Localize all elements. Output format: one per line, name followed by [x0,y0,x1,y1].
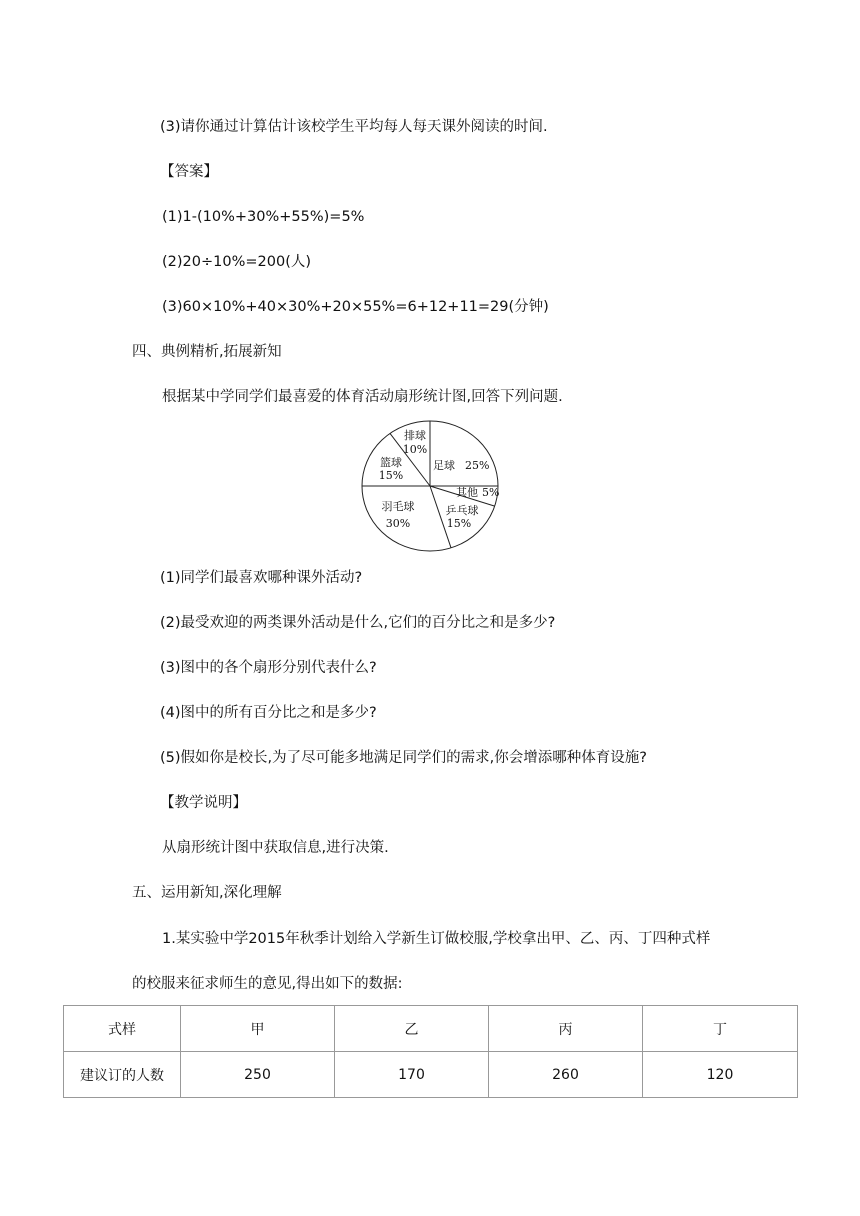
table-cell: 乙 [335,1006,489,1052]
answer-3: (3)60×10%+40×30%+20×55%=6+12+11=29(分钟) [162,299,549,315]
pie-pct-lanqiu: 15% [378,469,404,482]
problem-5: (5)假如你是校长,为了尽可能多地满足同学们的需求,你会增添哪种体育设施? [160,750,647,766]
problem-1: (1)同学们最喜欢哪种课外活动? [160,570,363,586]
pie-label-pingpang: 乒乓球 [445,504,479,517]
pie-label-lanqiu: 篮球 [380,456,402,469]
pie-label-zuqiu: 足球 [433,459,455,472]
table-header-row [64,1006,798,1052]
pie-pct-qita: 5% [482,486,500,499]
answer-heading: 【答案】 [160,164,218,180]
table-cell: 丁 [643,1006,798,1052]
pie-label-qita: 其他 [456,486,478,499]
exercise-1-line-1: 1.某实验中学2015年秋季计划给入学新生订做校服,学校拿出甲、乙、丙、丁四种式样 [162,931,711,947]
problem-3: (3)图中的各个扇形分别代表什么? [160,660,377,676]
teaching-note-heading: 【教学说明】 [160,795,247,811]
example-intro: 根据某中学同学们最喜爱的体育活动扇形统计图,回答下列问题. [162,389,563,405]
problem-4: (4)图中的所有百分比之和是多少? [160,705,377,721]
exercise-1-line-2: 的校服来征求师生的意见,得出如下的数据: [132,976,403,992]
pie-pct-pingpang: 15% [446,517,472,530]
answer-2: (2)20÷10%=200(人) [162,254,312,270]
pie-pct-paiqiu: 10% [402,443,428,456]
problem-2: (2)最受欢迎的两类课外活动是什么,它们的百分比之和是多少? [160,615,556,631]
pie-pct-zuqiu: 25% [465,459,490,472]
table-row [64,1052,798,1098]
pie-label-paiqiu: 排球 [404,429,426,442]
table-cell: 250 [181,1052,335,1098]
table-cell: 甲 [181,1006,335,1052]
answer-1: (1)1-(10%+30%+55%)=5% [162,209,365,225]
table-cell: 丙 [489,1006,643,1052]
question-3-estimate: (3)请你通过计算估计该校学生平均每人每天课外阅读的时间. [160,119,548,135]
teaching-note-body: 从扇形统计图中获取信息,进行决策. [162,840,389,856]
table-cell: 170 [335,1052,489,1098]
table-cell: 式样 [64,1006,181,1052]
uniform-vote-table [63,1005,798,1098]
pie-pct-yumaoqiu: 30% [385,517,411,530]
pie-label-yumaoqiu: 羽毛球 [381,500,415,513]
section-4-heading: 四、典例精析,拓展新知 [132,344,282,360]
table-cell: 建议订的人数 [64,1052,181,1098]
section-5-heading: 五、运用新知,深化理解 [132,885,282,901]
table-cell: 120 [643,1052,798,1098]
pie-chart [360,420,500,556]
table-cell: 260 [489,1052,643,1098]
